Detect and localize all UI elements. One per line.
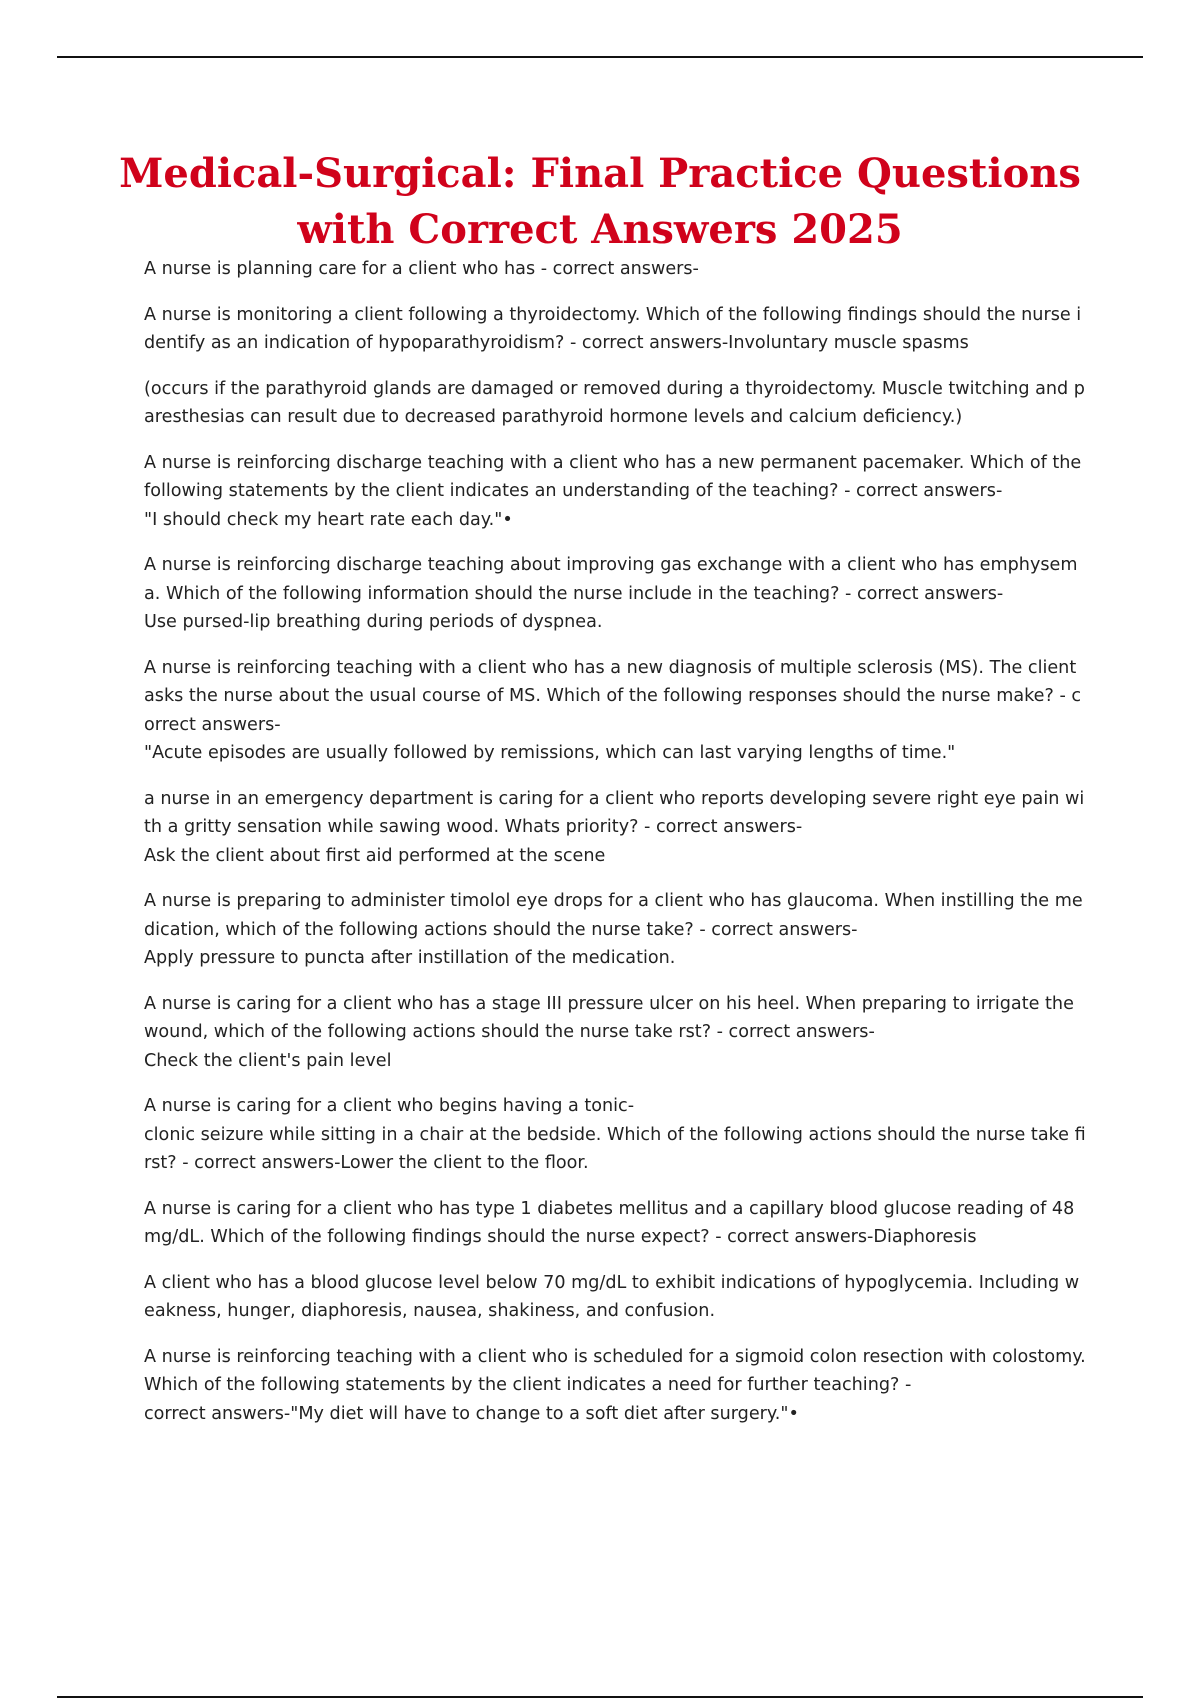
question-paragraph: A nurse is reinforcing teaching with a client who has a new diagnosis of multiple sclerosis (MS). The client asks the nurse about the usual course of MS. Which of the following responses should the nurse make? - correct answers- "Acute episodes are usually followed by remissions, which can last varying lengths of time." — [144, 657, 1082, 763]
document-body — [144, 255, 1088, 1445]
question-paragraph: A nurse is planning care for a client who has - correct answers- — [144, 259, 699, 279]
top-divider — [57, 56, 1143, 58]
question-paragraph: A nurse is caring for a client who begins having a tonic- clonic seizure while sitting in a chair at the bedside. Which of the following actions should the nurse take first? - correct answers-Lower the client to the floor. — [144, 1096, 1086, 1173]
question-paragraph: A nurse is monitoring a client following a thyroidectomy. Which of the following findings should the nurse identify as an indication of hypoparathyroidism? - correct answers-Involuntary muscle spasms — [144, 304, 1082, 353]
question-paragraph: a nurse in an emergency department is caring for a client who reports developing severe right eye pain with a gritty sensation while sawing wood. Whats priority? - correct answers- Ask the client about first aid performed at the scene — [144, 788, 1085, 866]
rationale-paragraph: (occurs if the parathyroid glands are damaged or removed during a thyroidectomy. Muscle twitching and paresthesias can result due to decreased parathyroid hormone levels and calcium deficiency.) — [144, 378, 1085, 427]
question-paragraph: A nurse is reinforcing discharge teaching about improving gas exchange with a client who has emphysema. Which of the following information should the nurse include in the teaching? - correct answers- Use pursed-lip breathing during periods of dyspnea. — [144, 555, 1078, 632]
bottom-divider — [57, 1696, 1143, 1698]
title-line-1: Medical-Surgical: Final Practice Questions — [119, 150, 1081, 197]
question-paragraph: A nurse is caring for a client who has a stage III pressure ulcer on his heel. When preparing to irrigate the wound, which of the following actions should the nurse take rst? - correct answers- Check the client's pain level — [144, 993, 1074, 1071]
question-paragraph: A nurse is caring for a client who has type 1 diabetes mellitus and a capillary blood glucose reading of 48 mg/dL. Which of the following findings should the nurse expect? - correct answers-Diaphoresis — [144, 1198, 1075, 1247]
rationale-paragraph: A client who has a blood glucose level below 70 mg/dL to exhibit indications of hypoglycemia. Including weakness, hunger, diaphoresis, nausea, shakiness, and confusion. — [144, 1272, 1080, 1321]
question-paragraph: A nurse is reinforcing discharge teaching with a client who has a new permanent pacemaker. Which of the following statements by the client indicates an understanding of the teaching? - correct answers- "I should check my heart rate each day."• — [144, 452, 1082, 530]
question-paragraph: A nurse is preparing to administer timolol eye drops for a client who has glaucoma. When instilling the medication, which of the following actions should the nurse take? - correct answers- Apply pressure to puncta after instillation of the medication. — [144, 891, 1083, 968]
document-title — [100, 146, 1100, 258]
question-paragraph: A nurse is reinforcing teaching with a client who is scheduled for a sigmoid colon resection with colostomy. Which of the following statements by the client indicates a need for further teaching? - correct answers-"My diet will have to change to a soft diet after surgery."• — [144, 1346, 1086, 1424]
title-line-2: with Correct Answers 2025 — [297, 206, 903, 253]
